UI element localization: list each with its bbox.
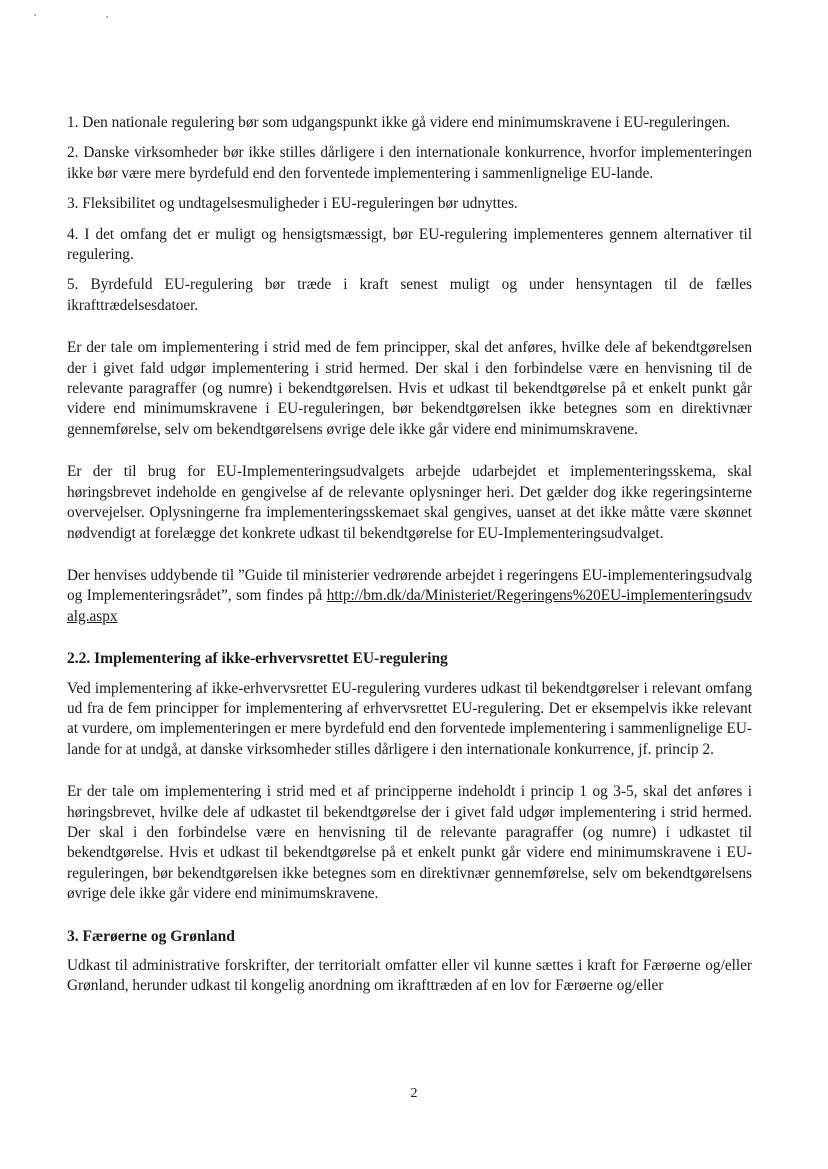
scan-speck xyxy=(34,14,36,16)
section-2-2-paragraph: Er der tale om implementering i strid med et af principperne indeholdt i princip 1 og 3-5, skal det anføres i høringsbrevet, hvilke dele af udkastet til bekendtgørelse der i givet fald udgør implementering i strid hermed. Der skal i den forbindelse være en henvisning til de relevante paragraffer (og numre) i udkastet til bekendtgørelse. Hvis et udkast til bekendtgørelse på et enkelt punkt går videre end minimumskravene i EU-reguleringen, bør bekendtgørelsen ikke betegnes som en direktivnær gennemførelse, selv om bekendtgørelsens øvrige dele ikke går videre end minimumskravene. xyxy=(67,783,752,903)
guide-text: Der henvises uddybende til ”Guide til ministerier vedrørende arbejdet i regeringens EU-implementeringsudvalg og Implementeringsrådet”, som findes på xyxy=(67,566,752,605)
principle-item: 5. Byrdefuld EU-regulering bør træde i kraft senest muligt og under hensyntagen til de fælles ikrafttrædelsesdatoer. xyxy=(67,276,752,314)
principle-item: 3. Fleksibilitet og undtagelsesmuligheder i EU-reguleringen bør udnyttes. xyxy=(67,195,518,213)
guide-link[interactable]: http://bm.dk/da/Ministeriet/Regeringens%20EU-implementeringsudvalg.aspx xyxy=(67,587,752,625)
document-body xyxy=(67,113,752,997)
principle-item: 4. I det omfang det er muligt og hensigtsmæssigt, bør EU-regulering implementeres gennem alternativer til regulering. xyxy=(67,225,752,264)
principle-item: 1. Den nationale regulering bør som udgangspunkt ikke gå videre end minimumskravene i EU-reguleringen. xyxy=(67,114,731,131)
scan-specks xyxy=(34,10,124,24)
conflict-paragraph: Er der tale om implementering i strid med de fem principper, skal det anføres, hvilke dele af bekendtgørelsen der i givet fald udgør implementering i strid hermed. Der skal i den forbindelse være en henvisning til de relevante paragraffer (og numre) i bekendtgørelsen. Hvis et udkast til bekendtgørelse på et enkelt punkt går videre end minimumskravene i EU-reguleringen, bør bekendtgørelsen ikke betegnes som en direktivnær gennemførelse, selv om bekendtgørelsens øvrige dele ikke går videre end minimumskravene. xyxy=(67,339,752,438)
section-heading-2-2: 2.2. Implementering af ikke-erhvervsrettet EU-regulering xyxy=(67,650,448,668)
section-heading-3: 3. Færøerne og Grønland xyxy=(67,927,235,945)
section-2-2-paragraph: Ved implementering af ikke-erhvervsrettet EU-regulering vurderes udkast til bekendtgørelser i relevant omfang ud fra de fem principper for implementering af erhvervsrettet EU-regulering. Det er eksempelvis ikke relevant at vurdere, om implementeringen er mere byrdefuld end den forventede implementering i sammenlignelige EU-lande for at undgå, at danske virksomheder stilles dårligere i den internationale konkurrence, jf. princip 2. xyxy=(67,679,752,758)
page-number: 2 xyxy=(410,1086,418,1101)
guide-paragraph xyxy=(67,566,752,627)
section-3-paragraph: Udkast til administrative forskrifter, der territorialt omfatter eller vil kunne sættes i kraft for Færøerne og/eller Grønland, herunder udkast til kongelig anordning om ikrafttræden af en lov for Færøerne og/eller xyxy=(67,957,752,995)
scan-speck xyxy=(106,16,108,18)
principle-item: 2. Danske virksomheder bør ikke stilles dårligere i den internationale konkurrence, hvorfor implementeringen ikke bør være mere byrdefuld end den forventede implementering i sammenlignelige EU-lande. xyxy=(67,144,752,182)
schema-paragraph: Er der til brug for EU-Implementeringsudvalgets arbejde udarbejdet et implementeringsskema, skal høringsbrevet indeholde en gengivelse af de relevante oplysninger heri. Det gælder dog ikke regeringsinterne overvejelser. Oplysningerne fra implementeringsskemaet skal gengives, uanset at det ikke måtte være skønnet nødvendigt at forelægge det konkrete udkast til bekendtgørelse for EU-Implementeringsudvalget. xyxy=(67,463,752,542)
